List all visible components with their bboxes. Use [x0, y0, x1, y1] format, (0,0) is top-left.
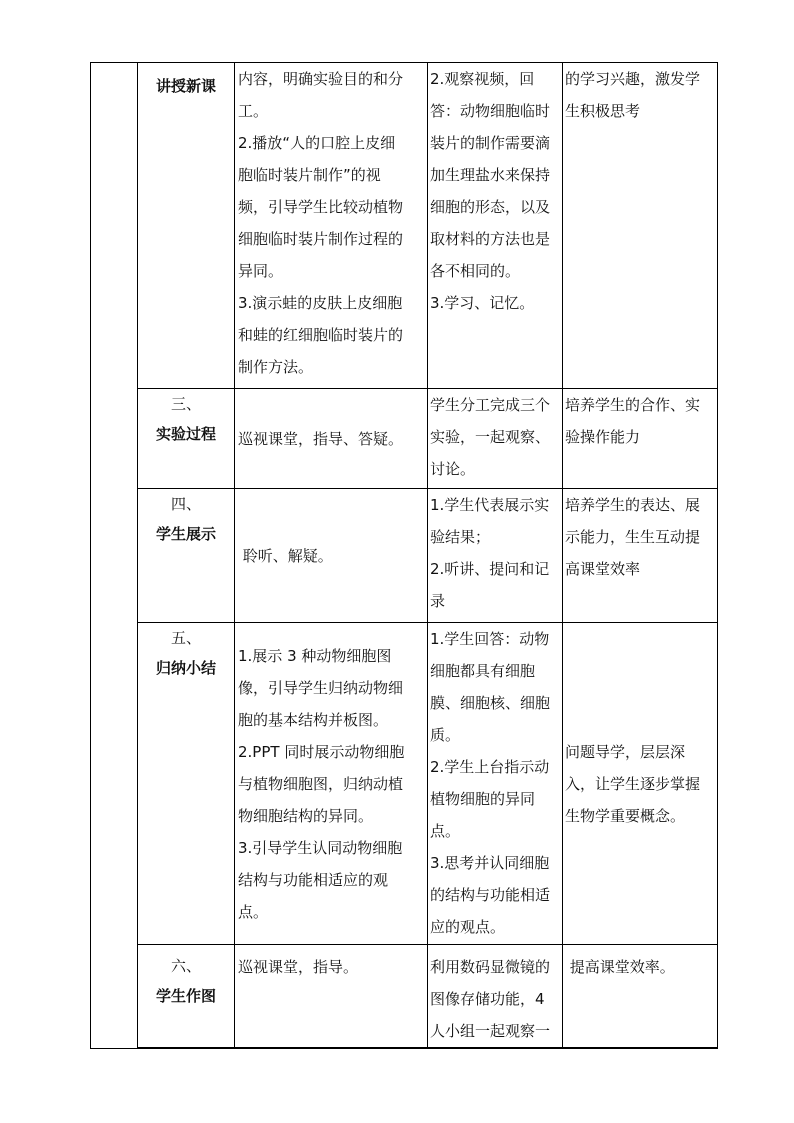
table-row [91, 945, 718, 1049]
text-line: 3.演示蛙的皮肤上皮细胞 [238, 294, 403, 312]
table-row [91, 389, 718, 489]
text-line: 利用数码显微镜的 [430, 958, 551, 976]
text-line: 制作方法。 [238, 358, 314, 376]
text-line: 巡视课堂，指导、答疑。 [238, 429, 404, 448]
text-line: 验结果； [430, 528, 491, 546]
teacher-activity-cell [235, 623, 428, 945]
step-name: 学生作图 [155, 987, 216, 1005]
text-line: 各不相同的。 [430, 262, 521, 280]
table-row [91, 623, 718, 945]
text-line: 2.观察视频，回 [430, 70, 535, 88]
step-number: 六、 [170, 957, 201, 975]
step-number: 三、 [170, 395, 201, 413]
text-line: 2.PPT 同时展示动物细胞 [238, 742, 405, 761]
text-line: 3.思考并认同细胞 [430, 854, 550, 872]
text-line: 2.听讲、提问和记 [430, 560, 550, 578]
text-line: 提高课堂效率。 [565, 958, 675, 976]
text-line: 的学习兴趣，激发学 [565, 70, 701, 88]
text-line: 像，引导学生归纳动物细 [238, 678, 404, 697]
step-cell [138, 489, 235, 623]
student-activity-cell [428, 623, 563, 945]
purpose-cell [563, 623, 718, 945]
text-line: 讨论。 [430, 460, 476, 478]
step-name: 实验过程 [155, 425, 216, 443]
text-line: 实验，一起观察、 [430, 428, 551, 446]
table-row [91, 489, 718, 623]
text-line: 3.引导学生认同动物细胞 [238, 838, 403, 857]
text-line: 图像存储功能，4 [430, 990, 545, 1008]
blank-column [91, 63, 138, 1049]
text-line: 生物学重要概念。 [565, 806, 686, 825]
text-line: 录 [430, 592, 446, 610]
text-line: 和蛙的红细胞临时装片的 [238, 326, 404, 344]
text-line: 点。 [430, 822, 461, 840]
step-cell [138, 389, 235, 489]
teacher-activity-cell [235, 489, 428, 623]
text-line: 频，引导学生比较动植物 [238, 198, 404, 216]
text-line: 人小组一起观察一 [430, 1022, 551, 1040]
text-line: 培养学生的合作、实 [565, 396, 701, 414]
purpose-cell [563, 389, 718, 489]
text-line: 问题导学，层层深 [565, 742, 686, 761]
purpose-cell [563, 489, 718, 623]
text-line: 装片的制作需要滴 [430, 134, 551, 152]
step-cell [138, 63, 235, 389]
text-line: 入，让学生逐步掌握 [565, 774, 701, 793]
step-cell [138, 945, 235, 1049]
student-activity-cell [428, 489, 563, 623]
text-line: 高课堂效率 [565, 560, 641, 578]
text-line: 示能力，生生互动提 [565, 528, 701, 546]
text-line: 培养学生的表达、展 [565, 496, 701, 514]
text-line: 聆听、解疑。 [238, 546, 333, 565]
text-line: 质。 [430, 726, 461, 744]
purpose-cell [563, 945, 718, 1049]
text-line: 异同。 [238, 262, 284, 280]
text-line: 学生分工完成三个 [430, 396, 551, 414]
step-number: 五、 [170, 629, 201, 647]
text-line: 膜、细胞核、细胞 [430, 694, 551, 712]
text-line: 胞的基本结构并板图。 [238, 710, 389, 729]
text-line: 巡视课堂，指导。 [238, 958, 359, 976]
text-line: 加生理盐水来保持 [430, 166, 551, 184]
text-line: 工。 [238, 102, 269, 120]
table-row [91, 63, 718, 389]
text-line: 细胞都具有细胞 [430, 662, 536, 680]
text-line: 物细胞结构的异同。 [238, 806, 374, 825]
teacher-activity-cell [235, 389, 428, 489]
step-name: 讲授新课 [155, 77, 216, 95]
text-line: 验操作能力 [565, 428, 641, 446]
text-line: 3.学习、记忆。 [430, 294, 535, 312]
student-activity-cell [428, 945, 563, 1049]
step-name: 学生展示 [155, 525, 216, 543]
text-line: 1.学生代表展示实 [430, 496, 550, 514]
lesson-plan-table [90, 62, 718, 1049]
teacher-activity-cell [235, 945, 428, 1049]
text-line: 点。 [238, 902, 269, 921]
text-line: 的结构与功能相适 [430, 886, 551, 904]
step-cell [138, 623, 235, 945]
text-line: 植物细胞的异同 [430, 790, 536, 808]
text-line: 应的观点。 [430, 918, 506, 936]
student-activity-cell [428, 389, 563, 489]
text-line: 胞临时装片制作”的视 [238, 166, 381, 184]
text-line: 结构与功能相适应的观 [238, 870, 389, 889]
text-line: 生积极思考 [565, 102, 641, 120]
text-line: 1.展示 3 种动物细胞图 [238, 646, 392, 665]
text-line: 答：动物细胞临时 [430, 102, 551, 120]
text-line: 取材料的方法也是 [430, 230, 551, 248]
student-activity-cell [428, 63, 563, 389]
text-line: 2.学生上台指示动 [430, 758, 550, 776]
text-line: 细胞的形态，以及 [430, 198, 551, 216]
text-line: 与植物细胞图，归纳动植 [238, 774, 404, 793]
teacher-activity-cell [235, 63, 428, 389]
text-line: 2.播放“人的口腔上皮细 [238, 134, 396, 152]
step-number: 四、 [170, 495, 201, 513]
step-name: 归纳小结 [155, 659, 216, 677]
text-line: 内容，明确实验目的和分 [238, 70, 404, 88]
text-line: 1.学生回答：动物 [430, 630, 550, 648]
purpose-cell [563, 63, 718, 389]
text-line: 细胞临时装片制作过程的 [238, 230, 404, 248]
